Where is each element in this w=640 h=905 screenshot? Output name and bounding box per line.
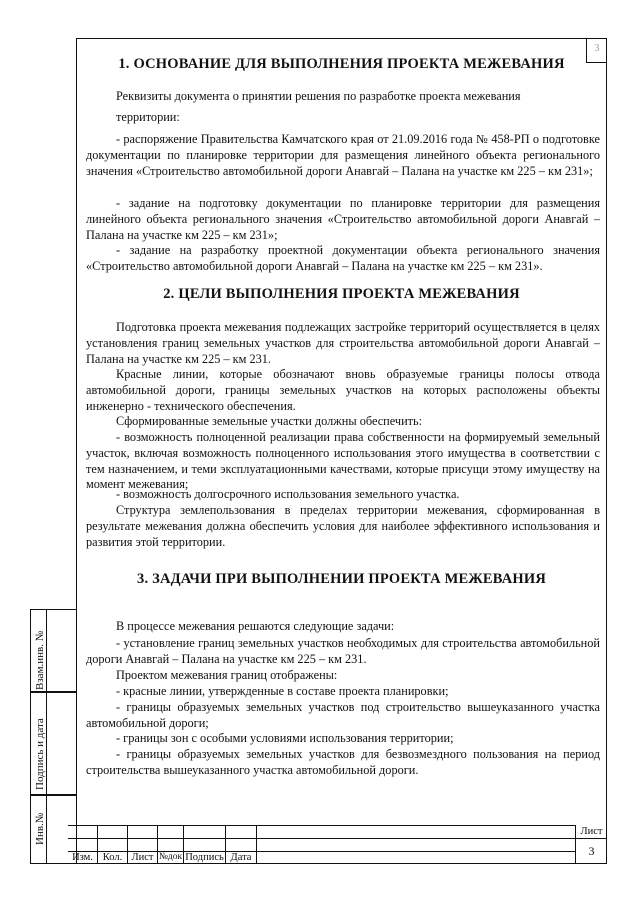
- sheet-label: Лист: [580, 826, 603, 837]
- stamp-col-list: Лист: [131, 852, 154, 863]
- stamp-col-ndok: №док: [158, 852, 183, 862]
- section2-heading: 2. ЦЕЛИ ВЫПОЛНЕНИЯ ПРОЕКТА МЕЖЕВАНИЯ: [163, 286, 520, 302]
- section3-paragraph: - красные линии, утвержденные в составе проекта планировки;: [116, 684, 449, 698]
- stamp-col-podpis: Подпись: [185, 852, 224, 863]
- section2-paragraph: - возможность долгосрочного использования земельного участка.: [116, 487, 460, 501]
- bottom-stamp: [68, 825, 607, 864]
- section2-paragraph: Красные линии, которые обозначают вновь образуемые границы полосы отвода автомобильной дороги, границы земельных участков на которых расположены объекты инженерно - технического обеспечения.: [86, 367, 600, 413]
- stamp-col-data: Дата: [230, 852, 252, 863]
- section1-item: - задание на разработку проектной документации объекта регионального значения «Строительство автомобильной дороги Анавгай – Палана на участке км 225 – км 231».: [86, 243, 600, 273]
- section1-intro-line1: Реквизиты документа о принятии решения по разработке проекта межевания: [116, 89, 521, 103]
- side-label-signature: Подпись и дата: [34, 718, 46, 790]
- stamp-col-izm: Изм.: [72, 852, 93, 863]
- section2-paragraph: Подготовка проекта межевания подлежащих застройке территорий осуществляется в целях установления границ земельных участков для строительства автомобильной дороги Анавгай – Палана на участке км 225 – км 231.: [86, 320, 600, 366]
- section1-intro-line2: территории:: [116, 110, 180, 124]
- section1-item: - задание на подготовку документации по планировке территории для размещения линейного объекта регионального значения «Строительство автомобильной дороги Анавгай – Палана на участке км 225 – км 231»;: [86, 196, 600, 242]
- side-label-inv: Инв.№: [34, 812, 46, 845]
- section3-paragraph: - установление границ земельных участков необходимых для строительства автомобильной дороги Анавгай – Палана на участке км 225 – км 231.: [86, 636, 600, 666]
- section3-paragraph: Проектом межевания границ отображены:: [116, 668, 338, 682]
- section3-paragraph: - границы образуемых земельных участков под строительство вышеуказанного участка автомобильной дороги;: [86, 700, 600, 730]
- corner-mark: 3: [586, 38, 607, 63]
- section2-paragraph: Сформированные земельные участки должны обеспечить:: [116, 414, 423, 428]
- section2-paragraph: - возможность полноценной реализации права собственности на формируемый земельный участок, включая возможность полноценного использования этого имущества в соответствии с тем назначением, и теми эксплуатационными качествами, которые присущи этому имуществу на момент межевания;: [86, 430, 600, 492]
- section3-paragraph: - границы зон с особыми условиями использования территории;: [116, 731, 454, 745]
- side-label-vzam: Взам.инв. №: [34, 630, 46, 690]
- section3-paragraph: В процессе межевания решаются следующие задачи:: [116, 619, 395, 633]
- section1-item: - распоряжение Правительства Камчатского края от 21.09.2016 года № 458-РП о подготовке документации по планировке территории для размещения линейного объекта регионального значения «Строительство автомобильной дороги Анавгай – Палана на участке км 225 – км 231»;: [86, 132, 600, 178]
- section1-heading: 1. ОСНОВАНИЕ ДЛЯ ВЫПОЛНЕНИЯ ПРОЕКТА МЕЖЕВАНИЯ: [118, 56, 565, 72]
- section3-heading: 3. ЗАДАЧИ ПРИ ВЫПОЛНЕНИИ ПРОЕКТА МЕЖЕВАНИЯ: [137, 571, 546, 587]
- stamp-col-kol: Кол.: [102, 852, 123, 863]
- section2-paragraph: Структура землепользования в пределах территории межевания, сформированная в результате межевания должна обеспечить условия для наиболее эффективного использования и развития этой территории.: [86, 503, 600, 549]
- section3-paragraph: - границы образуемых земельных участков для безвозмездного пользования на период строительства вышеуказанного участка автомобильной дороги.: [86, 747, 600, 777]
- sheet-number: 3: [588, 844, 595, 858]
